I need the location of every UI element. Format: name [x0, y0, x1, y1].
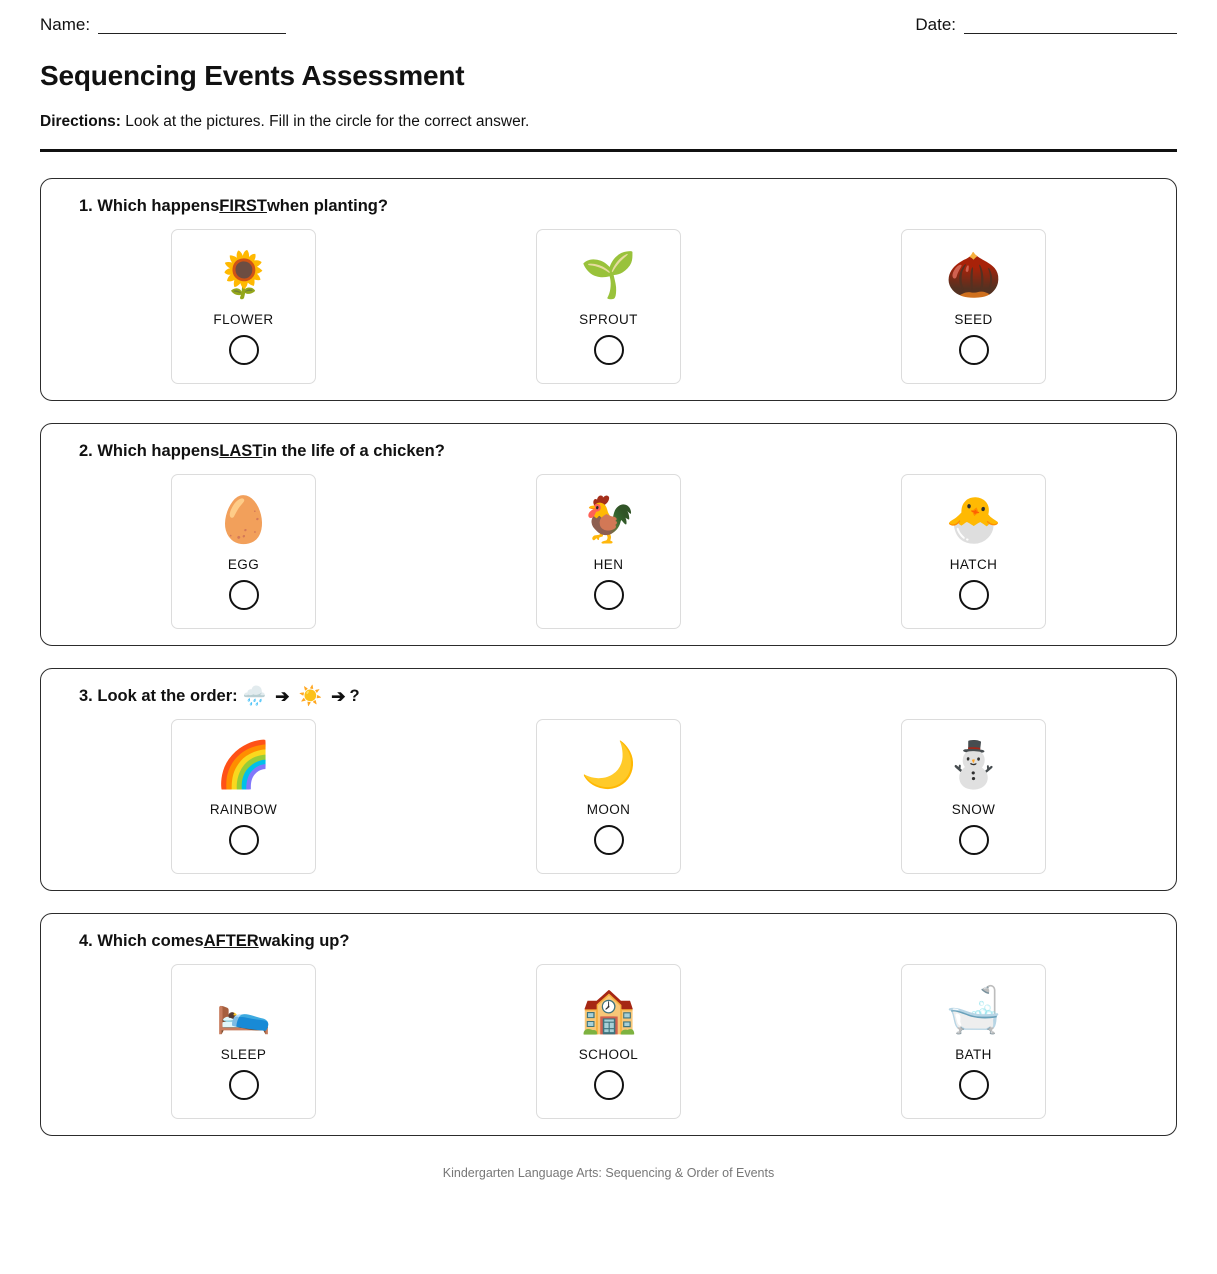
option-card-flower[interactable] — [171, 229, 316, 384]
option-card-hatch[interactable] — [901, 474, 1046, 629]
option-slot — [791, 474, 1156, 629]
question-block-3 — [40, 668, 1177, 891]
answer-bubble-school[interactable] — [594, 1070, 624, 1100]
question-text-1 — [79, 197, 1156, 217]
options-row-2 — [61, 474, 1156, 629]
option-label: RAINBOW — [209, 801, 278, 817]
question-text-3 — [79, 687, 1156, 707]
arrow-right-icon-2: ➔ — [331, 686, 346, 706]
footer-text: Kindergarten Language Arts: Sequencing & Order of Events — [442, 1165, 775, 1180]
option-card-egg[interactable] — [171, 474, 316, 629]
option-card-snow[interactable] — [901, 719, 1046, 874]
person-in-bed-icon: 🛌 — [215, 983, 272, 1035]
rainbow-icon: 🌈 — [215, 738, 272, 790]
question-number-1: 1. — [79, 197, 93, 215]
egg-icon: 🥚 — [215, 493, 272, 545]
sun-icon: ☀️ — [298, 686, 323, 708]
school-building-icon: 🏫 — [580, 983, 637, 1035]
question-prompt-after-4: waking up? — [258, 931, 350, 950]
question-prompt-before-4: Which comes — [97, 931, 204, 950]
option-label: FLOWER — [213, 311, 274, 327]
option-slot — [791, 964, 1156, 1119]
question-prompt-before-3: Look at the order: — [97, 686, 238, 705]
page-title: Sequencing Events Assessment — [40, 60, 465, 91]
options-row-3 — [61, 719, 1156, 874]
crescent-moon-icon: 🌙 — [580, 738, 637, 790]
name-label: Name: — [40, 15, 91, 34]
option-slot — [61, 964, 426, 1119]
option-slot — [791, 229, 1156, 384]
directions-label: Directions: — [40, 113, 121, 130]
answer-bubble-seed[interactable] — [959, 335, 989, 365]
answer-bubble-hatch[interactable] — [959, 580, 989, 610]
question-prompt-after-1: when planting? — [266, 197, 388, 215]
bathtub-icon: 🛁 — [945, 983, 1002, 1035]
question-prompt-before-2: Which happens — [97, 441, 220, 460]
name-field[interactable] — [40, 16, 286, 34]
option-slot — [61, 474, 426, 629]
option-card-sleep[interactable] — [171, 964, 316, 1119]
option-card-moon[interactable] — [536, 719, 681, 874]
option-slot — [61, 719, 426, 874]
option-card-rainbow[interactable] — [171, 719, 316, 874]
option-slot — [426, 474, 791, 629]
option-label: BATH — [955, 1046, 992, 1062]
question-prompt-after-2: in the life of a chicken? — [262, 441, 445, 460]
option-label: SLEEP — [220, 1046, 267, 1062]
question-number-4: 4. — [79, 931, 93, 950]
option-label: SEED — [954, 311, 993, 327]
question-block-1 — [40, 178, 1177, 401]
option-label: EGG — [227, 556, 260, 572]
answer-bubble-flower[interactable] — [229, 335, 259, 365]
option-card-school[interactable] — [536, 964, 681, 1119]
option-slot — [426, 719, 791, 874]
answer-bubble-snow[interactable] — [959, 825, 989, 855]
hatching-chick-icon: 🐣 — [945, 493, 1002, 545]
answer-bubble-egg[interactable] — [229, 580, 259, 610]
question-unknown-marker: ? — [349, 686, 360, 705]
option-slot — [426, 229, 791, 384]
date-field[interactable] — [915, 16, 1177, 34]
rain-cloud-icon: 🌧️ — [242, 686, 267, 708]
answer-bubble-moon[interactable] — [594, 825, 624, 855]
answer-bubble-sleep[interactable] — [229, 1070, 259, 1100]
answer-bubble-hen[interactable] — [594, 580, 624, 610]
option-label: SNOW — [951, 801, 996, 817]
options-row-4 — [61, 964, 1156, 1119]
option-label: HEN — [593, 556, 624, 572]
question-keyword-2: LAST — [219, 441, 263, 460]
chestnut-icon: 🌰 — [945, 248, 1002, 300]
sunflower-icon: 🌻 — [215, 248, 272, 300]
questions-list — [40, 178, 1177, 1136]
option-label: SCHOOL — [578, 1046, 639, 1062]
rooster-icon: 🐓 — [580, 493, 637, 545]
question-prompt-before-1: Which happens — [97, 197, 220, 215]
header-divider — [40, 149, 1177, 152]
options-row-1 — [61, 229, 1156, 384]
question-number-3: 3. — [79, 686, 93, 705]
answer-bubble-bath[interactable] — [959, 1070, 989, 1100]
option-slot — [426, 964, 791, 1119]
name-date-row — [40, 0, 1177, 34]
option-card-sprout[interactable] — [536, 229, 681, 384]
date-label: Date: — [915, 15, 956, 34]
option-card-seed[interactable] — [901, 229, 1046, 384]
snowman-icon: ⛄ — [945, 738, 1002, 790]
option-label: MOON — [586, 801, 631, 817]
option-card-bath[interactable] — [901, 964, 1046, 1119]
option-slot — [61, 229, 426, 384]
question-text-2 — [79, 442, 1156, 462]
question-block-4 — [40, 913, 1177, 1136]
date-write-line[interactable] — [964, 21, 1177, 34]
answer-bubble-sprout[interactable] — [594, 335, 624, 365]
option-slot — [791, 719, 1156, 874]
directions-text: Look at the pictures. Fill in the circle for the correct answer. — [125, 113, 530, 130]
seedling-icon: 🌱 — [580, 248, 637, 300]
question-text-4 — [79, 932, 1156, 952]
option-label: SPROUT — [579, 311, 638, 327]
question-keyword-1: FIRST — [219, 197, 267, 215]
option-card-hen[interactable] — [536, 474, 681, 629]
name-write-line[interactable] — [98, 21, 286, 34]
directions — [40, 113, 1177, 131]
option-label: HATCH — [949, 556, 998, 572]
question-block-2 — [40, 423, 1177, 646]
arrow-right-icon: ➔ — [275, 686, 290, 706]
answer-bubble-rainbow[interactable] — [229, 825, 259, 855]
question-keyword-4: AFTER — [203, 931, 259, 950]
question-number-2: 2. — [79, 441, 93, 460]
